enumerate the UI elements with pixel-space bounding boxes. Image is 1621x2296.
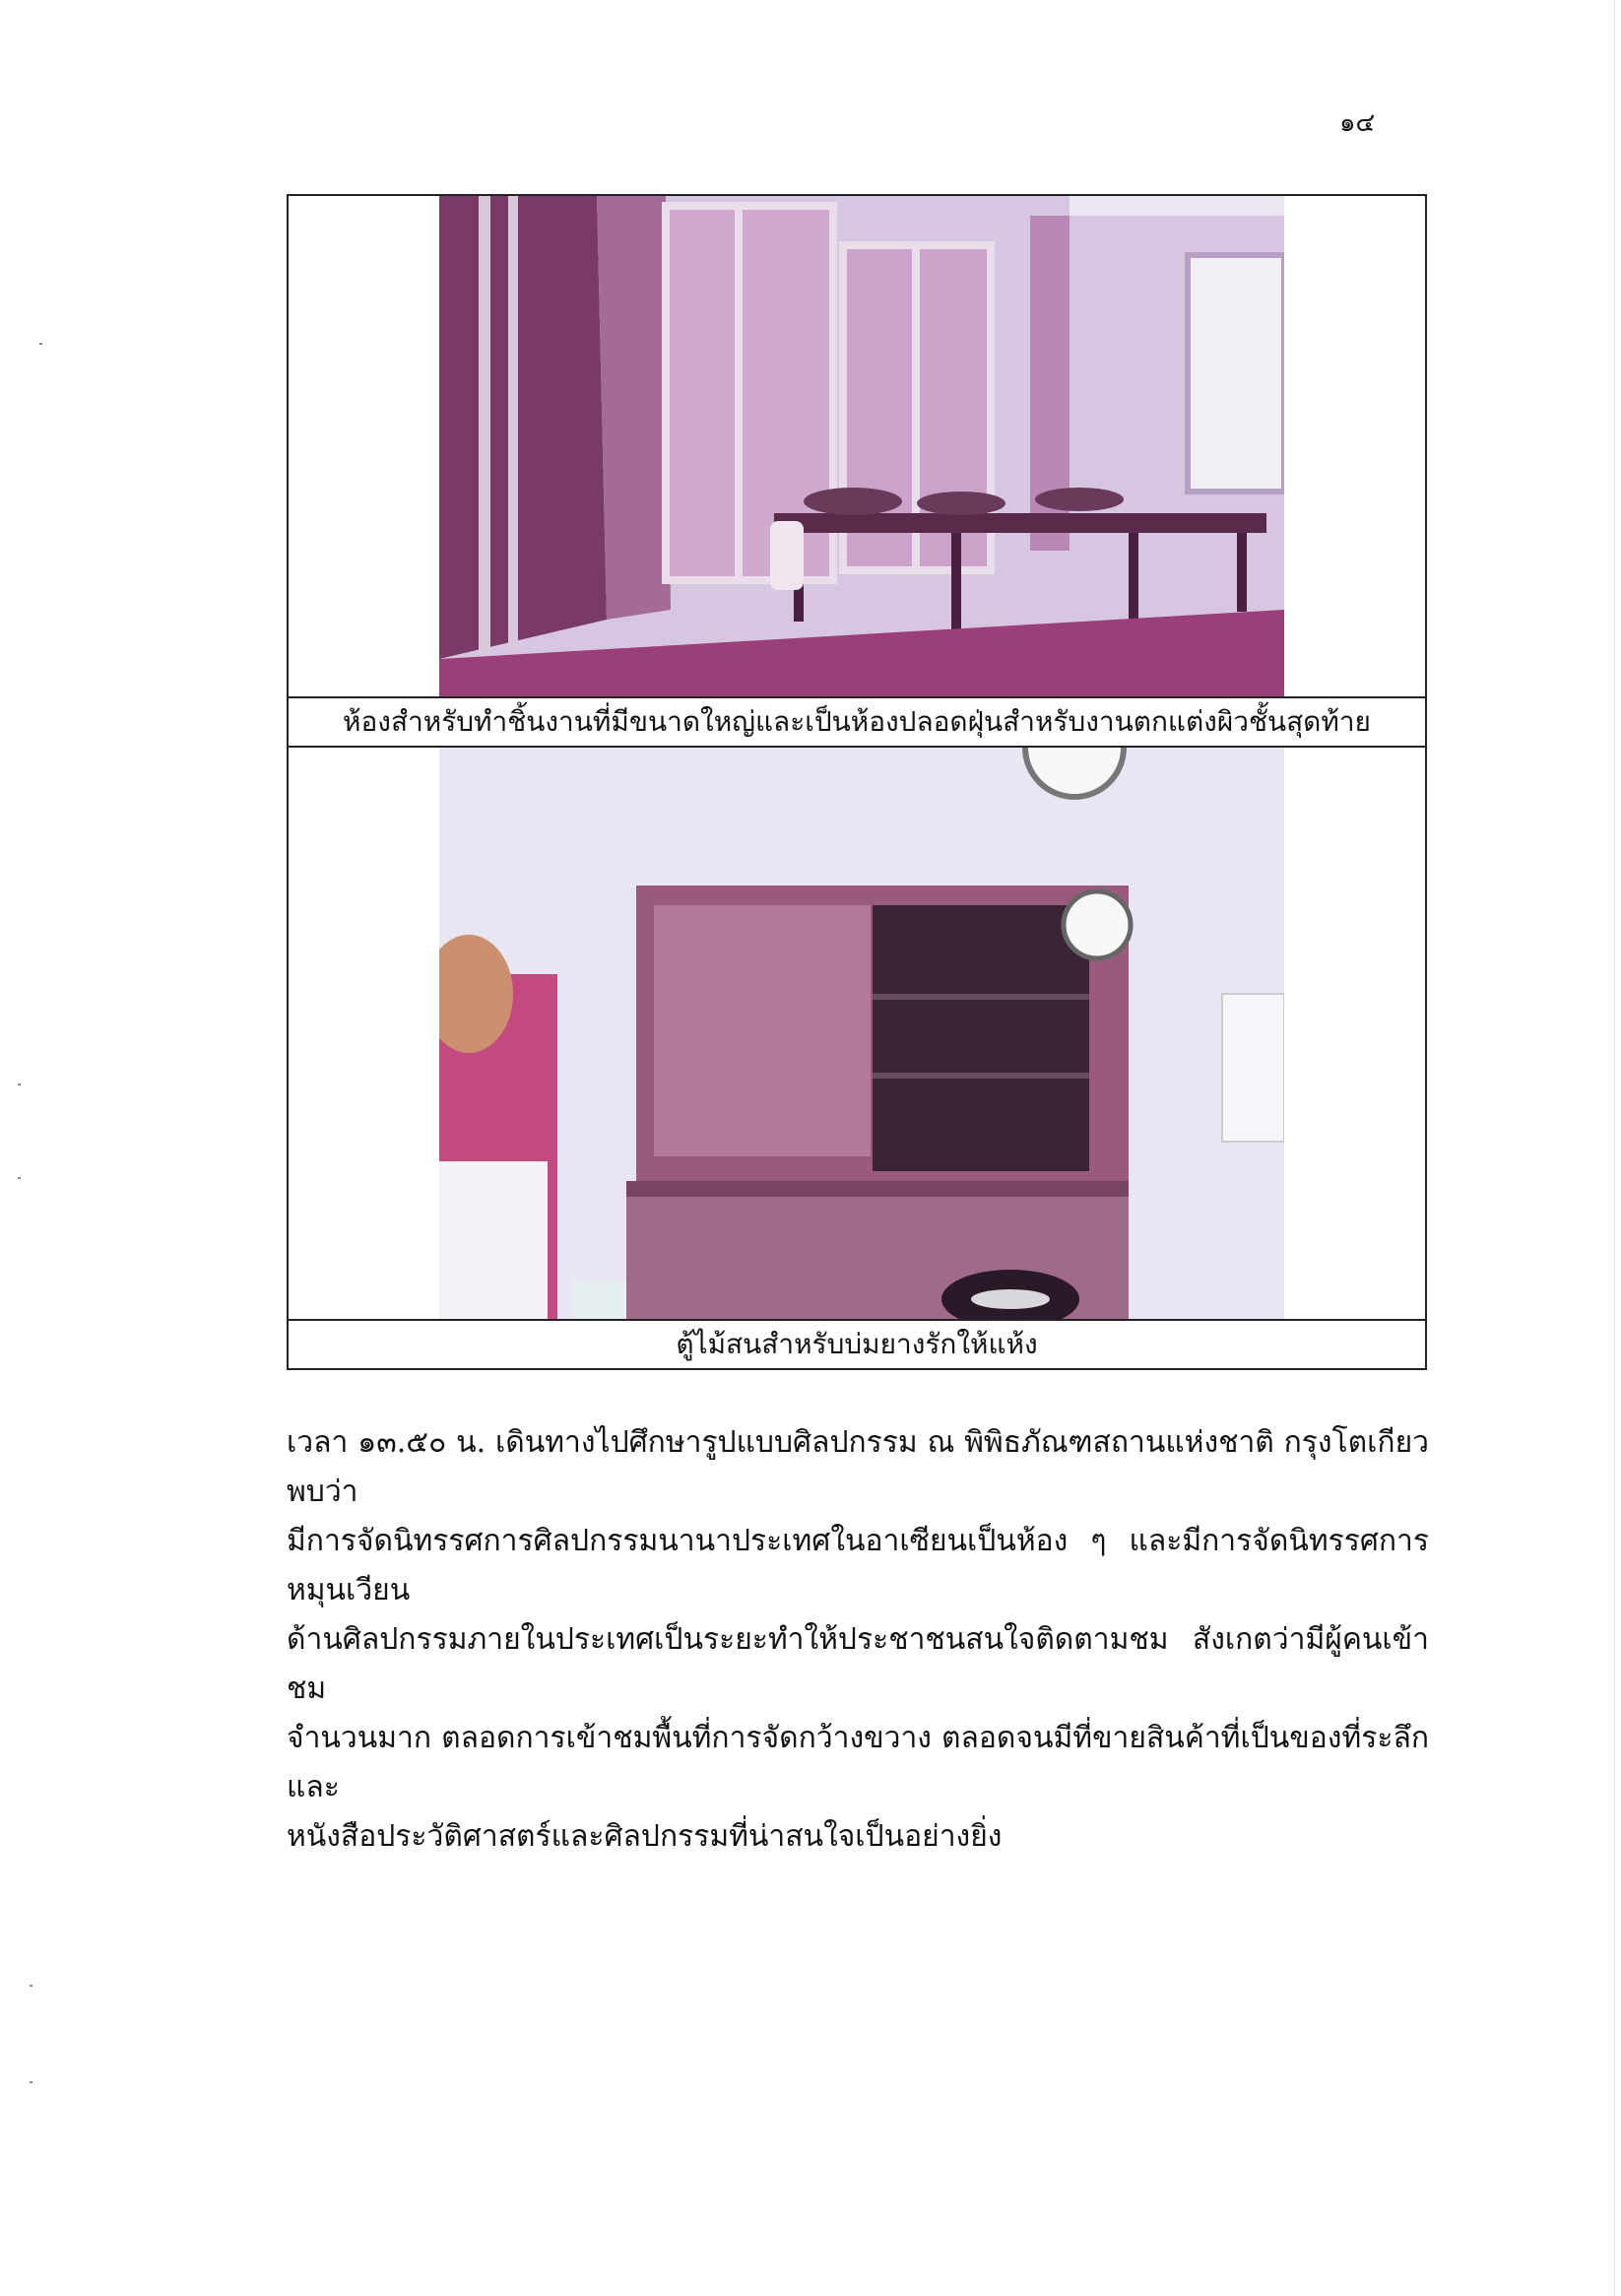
caption-cell [288,697,1426,747]
page-number: ๑๔ [1339,108,1376,138]
paragraph-line: เวลา ๑๓.๕๐ น. เดินทางไปศึกษารูปแบบศิลปกรรม ณ พิพิธภัณฑสถานแห่งชาติ กรุงโตเกียว พบว่า [287,1425,1429,1509]
photo-cell-cabinet [288,747,1426,1320]
paragraph-line: จำนวนมาก ตลอดการเข้าชมพื้นที่การจัดกว้างขวาง ตลอดจนมีที่ขายสินค้าที่เป็นของที่ระลึกและ [287,1721,1429,1804]
paragraph-line: หนังสือประวัติศาสตร์และศิลปกรรมที่น่าสนใจเป็นอย่างยิ่ง [287,1819,1003,1854]
paragraph-line: มีการจัดนิทรรศการศิลปกรรมนานาประเทศในอาเซียนเป็นห้อง ๆ และมีการจัดนิทรรศการหมุนเวียน [287,1524,1429,1607]
figure-caption: ตู้ไม้สนสำหรับบ่มยางรักให้แห้ง [676,1328,1038,1360]
figure-caption: ห้องสำหรับทำชิ้นงานที่มีขนาดใหญ่และเป็นห้องปลอดฝุ่นสำหรับงานตกแต่งผิวชั้นสุดท้าย [343,705,1371,738]
body-paragraph [287,1418,1429,1862]
scan-speck [18,1177,21,1179]
scan-speck [39,343,42,345]
cabinet-photo [439,748,1284,1319]
page-edge-line [1614,0,1615,2296]
photo-cell-workroom [288,195,1426,697]
paragraph-line: ด้านศิลปกรรมภายในประเทศเป็นระยะทำให้ประชาชนสนใจติดตามชม สังเกตว่ามีผู้คนเข้าชม [287,1622,1429,1706]
scan-speck [18,1083,21,1085]
caption-cell [288,1320,1426,1369]
scan-speck [30,1985,32,1987]
workroom-photo [439,196,1284,696]
figure-table [287,194,1427,1370]
scan-speck [30,2081,32,2083]
